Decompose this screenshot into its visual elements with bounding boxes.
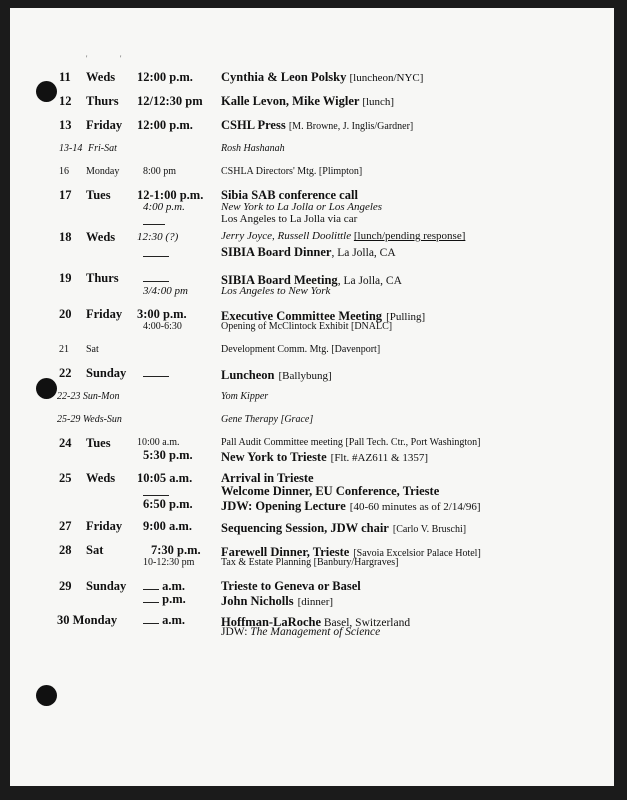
entry-event: Pall Audit Committee meeting [Pall Tech. Ctr., Port Washington] [221,437,481,448]
time-blank [143,214,165,225]
entry-event: Sequencing Session, JDW chair [Carlo V. Bruschi] [221,521,467,535]
entry-weekday: Weds [86,471,116,485]
entry-day: 27 [59,519,72,533]
entry-day: 20 [59,307,72,321]
entry-day: 16 [59,166,69,177]
entry-event: Jerry Joyce, Russell Doolittle [lunch/pending response] [221,230,466,242]
entry-weekday: Fri-Sat [88,143,117,154]
entry-time: 10:00 a.m. [137,437,180,448]
entry-event: Sibia SAB conference call [221,188,358,202]
entry-event: Rosh Hashanah [221,143,285,154]
binder-hole [36,81,57,102]
entry-event: New York to La Jolla or Los Angeles [221,201,383,213]
scan-mark: ' [86,54,88,63]
entry-event: Cynthia & Leon Polsky [luncheon/NYC] [221,70,424,84]
entry-day: 19 [59,271,72,285]
entry-day: 24 [59,436,72,450]
entry-weekday: Weds [86,230,116,244]
time-blank [143,366,169,377]
entry-time: 9:00 a.m. [143,519,192,533]
entry-time: 4:00-6:30 [143,321,182,332]
entry-time: 8:00 pm [143,166,177,177]
entry-time: 12:00 p.m. [137,70,193,84]
entry-event: SIBIA Board Meeting, La Jolla, CA [221,273,402,287]
entry-time: 6:50 p.m. [143,497,193,511]
entry-event: Arrival in Trieste [221,471,314,485]
entry-weekday: Weds [86,70,116,84]
scan-mark: ' [120,54,122,63]
entry-event: Los Angeles to La Jolla via car [221,213,358,225]
entry-weekday: Sat [86,543,104,557]
entry-day: 22 [59,366,72,380]
entry-event: Executive Committee Meeting [Pulling] [221,309,426,323]
entry-time: 12-1:00 p.m. [137,188,204,202]
entry-weekday: Thurs [86,94,119,108]
entry-event: Tax & Estate Planning [Banbury/Hargraves] [221,557,399,568]
entry-time: 10:05 a.m. [137,471,193,485]
entry-time: 3/4:00 pm [143,285,188,297]
entry-day: 17 [59,188,72,202]
entry-weekday: Tues [86,188,111,202]
entry-event: Luncheon [Ballybung] [221,368,332,382]
entry-event: Yom Kipper [221,391,269,402]
entry-day: 25 [59,471,72,485]
entry-day: 18 [59,230,72,244]
entry-event: CSHL Press [M. Browne, J. Inglis/Gardner] [221,118,414,132]
entry-weekday: Monday [86,166,120,177]
entry-time: a.m. [143,579,185,594]
entry-event: Los Angeles to New York [221,285,331,297]
entry-day: 28 [59,543,72,557]
entry-event: New York to Trieste [Flt. #AZ611 & 1357] [221,450,429,464]
entry-time: 5:30 p.m. [143,448,193,462]
entry-event: Welcome Dinner, EU Conference, Trieste [221,484,440,498]
entry-time: 3:00 p.m. [137,307,187,321]
entry-time: 10-12:30 pm [143,557,195,568]
entry-weekday: Sunday [86,579,127,593]
entry-event: JDW: The Management of Science [221,626,381,638]
binder-hole [36,378,57,399]
entry-time: 4:00 p.m. [143,201,185,213]
entry-day: 29 [59,579,72,593]
entry-weekday: Friday [86,519,123,533]
entry-weekday: Tues [86,436,111,450]
entry-time: 12:00 p.m. [137,118,193,132]
entry-event: Gene Therapy [Grace] [221,414,314,425]
entry-event: CSHLA Directors' Mtg. [Plimpton] [221,166,363,177]
entry-weekday: Sunday [86,366,127,380]
entry-event: Trieste to Geneva or Basel [221,579,361,593]
entry-day: 13 [59,118,72,132]
entry-day: 25-29 Weds-Sun [57,414,122,425]
entry-day: 13-14 [59,143,83,154]
entry-time: 12:30 (?) [137,231,179,243]
entry-event: Hoffman-LaRoche Basel, Switzerland [221,615,411,629]
entry-event: SIBIA Board Dinner, La Jolla, CA [221,245,396,259]
entry-time: p.m. [143,592,186,607]
entry-day: 11 [59,70,71,84]
entry-time: 12/12:30 pm [137,94,203,108]
document-page [10,8,614,786]
entry-time: 7:30 p.m. [151,543,201,557]
binder-hole [36,685,57,706]
entry-weekday: Thurs [86,271,119,285]
entry-event: Kalle Levon, Mike Wigler [lunch] [221,94,395,108]
entry-time: a.m. [143,613,185,628]
time-blank [143,485,169,496]
entry-weekday: Friday [86,118,123,132]
entry-day: 21 [59,344,69,355]
entry-day: 22-23 Sun-Mon [57,391,120,402]
entry-event: Development Comm. Mtg. [Davenport] [221,344,381,355]
entry-event: John Nicholls [dinner] [221,594,334,608]
time-blank [143,246,169,257]
entry-event: JDW: Opening Lecture [40-60 minutes as of 2/14/96] [221,499,481,513]
entry-day: 30 Monday [57,613,118,627]
time-blank [143,271,169,282]
entry-day: 12 [59,94,72,108]
entry-event: Farewell Dinner, Trieste [Savoia Excelsior Palace Hotel] [221,545,481,559]
entry-event: Opening of McClintock Exhibit [DNALC] [221,321,393,332]
entry-weekday: Friday [86,307,123,321]
entry-weekday: Sat [86,344,99,355]
